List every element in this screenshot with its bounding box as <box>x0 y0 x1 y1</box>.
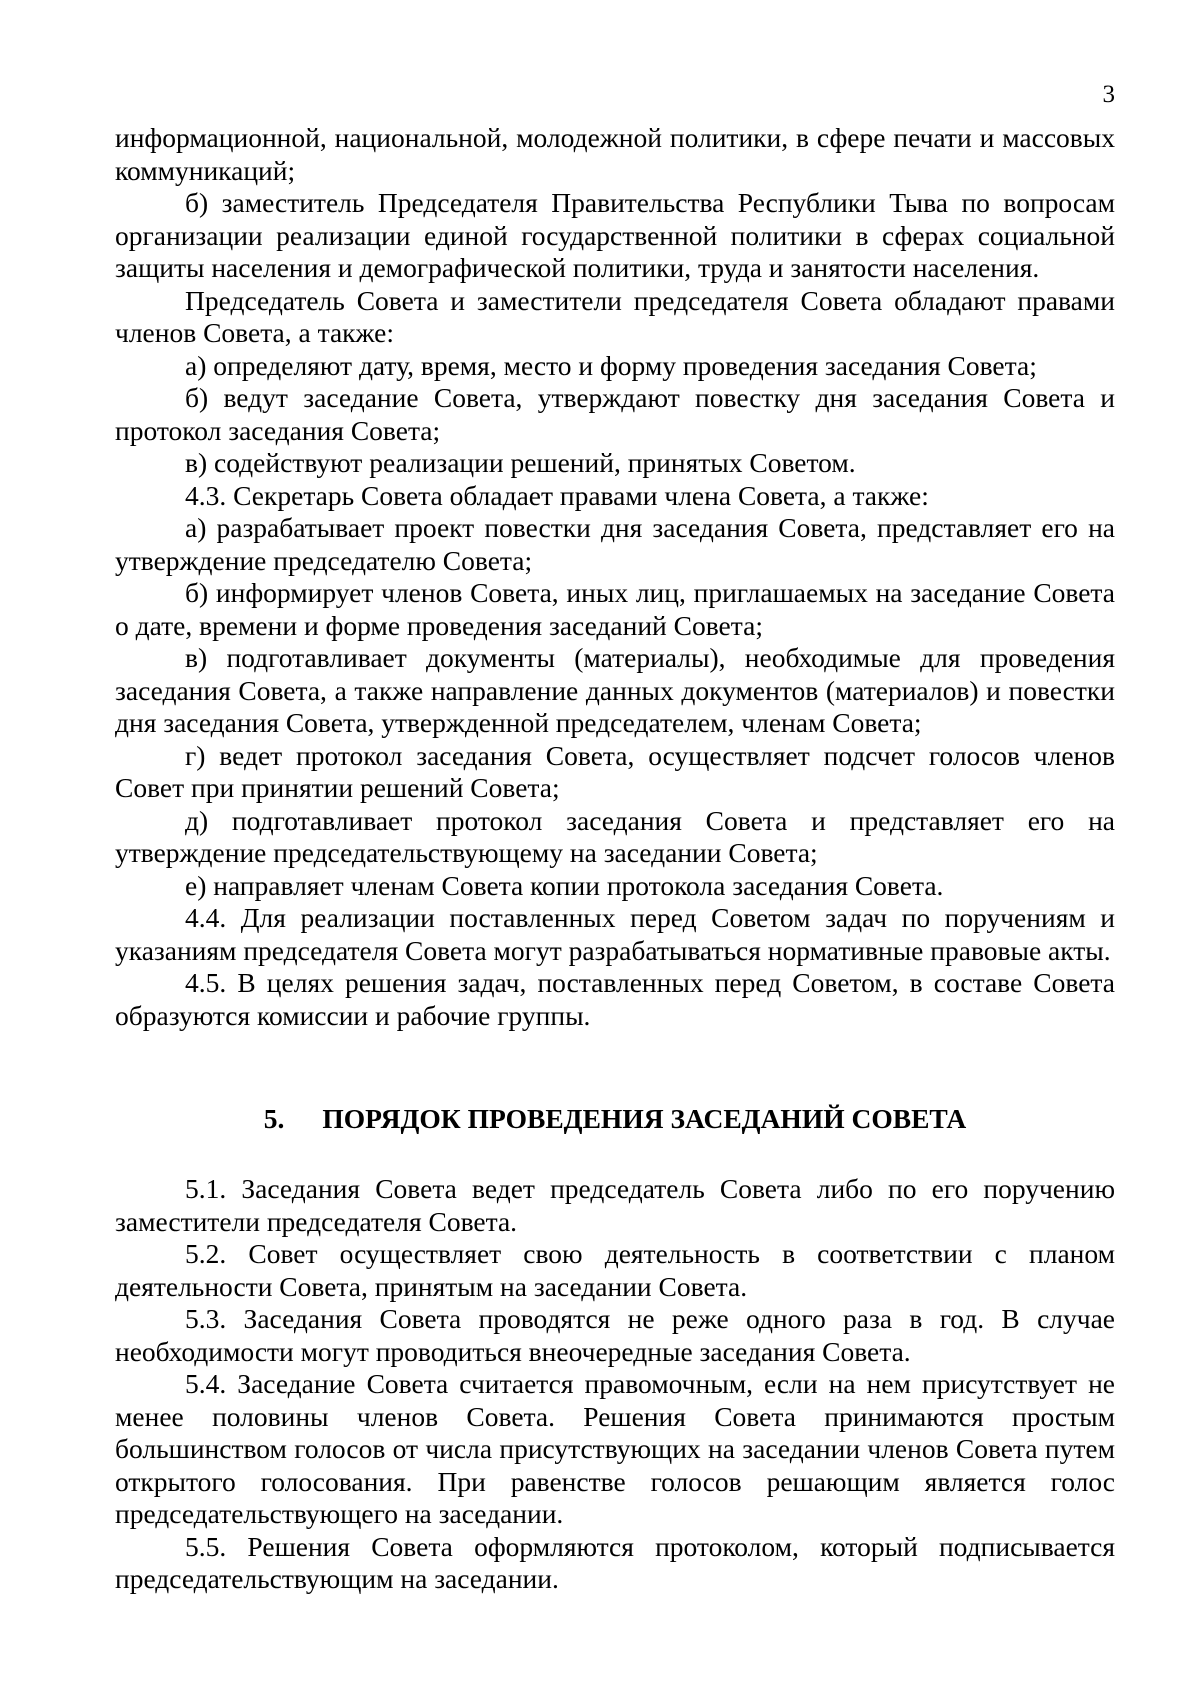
paragraph: г) ведет протокол заседания Совета, осуществляет подсчет голосов членов Совет при принятии решений Совета; <box>115 739 1115 803</box>
section-title: ПОРЯДОК ПРОВЕДЕНИЯ ЗАСЕДАНИЙ СОВЕТА <box>322 1103 967 1134</box>
paragraph: 5.4. Заседание Совета считается правомочным, если на нем присутствует не менее половины членов Совета. Решения Совета принимаются простым большинством голосов от числа присутствующих на заседании членов Совета путем открытого голосования. При равенстве голосов решающим является голос председательствующего на заседании. <box>115 1368 1115 1529</box>
section-heading <box>115 1103 1115 1135</box>
section-number: 5. <box>263 1103 285 1134</box>
paragraph: е) направляет членам Совета копии протокола заседания Совета. <box>185 869 944 901</box>
paragraph: а) определяют дату, время, место и форму проведения заседания Совета; <box>185 349 1037 381</box>
paragraph: Председатель Совета и заместители председателя Совета обладают правами членов Совета, а также: <box>115 284 1115 348</box>
page-number: 3 <box>1102 81 1115 108</box>
paragraph: б) ведут заседание Совета, утверждают повестку дня заседания Совета и протокол заседания Совета; <box>115 382 1115 446</box>
paragraph: 5.1. Заседания Совета ведет председатель Совета либо по его поручению заместители председателя Совета. <box>115 1173 1115 1237</box>
paragraph: а) разрабатывает проект повестки дня заседания Совета, представляет его на утверждение председателю Совета; <box>115 512 1115 576</box>
paragraph: 5.3. Заседания Совета проводятся не реже одного раза в год. В случае необходимости могут проводиться внеочередные заседания Совета. <box>115 1303 1115 1367</box>
paragraph: д) подготавливает протокол заседания Совета и представляет его на утверждение председательствующему на заседании Совета; <box>115 804 1115 868</box>
paragraph: 5.5. Решения Совета оформляются протоколом, который подписывается председательствующим на заседании. <box>115 1530 1115 1594</box>
paragraph: 5.2. Совет осуществляет свою деятельность в соответствии с планом деятельности Совета, принятым на заседании Совета. <box>115 1238 1115 1302</box>
paragraph: 4.3. Секретарь Совета обладает правами члена Совета, а также: <box>185 479 929 511</box>
paragraph: б) информирует членов Совета, иных лиц, приглашаемых на заседание Совета о дате, времени и форме проведения заседаний Совета; <box>115 577 1115 641</box>
paragraph: в) подготавливает документы (материалы), необходимые для проведения заседания Совета, а также направление данных документов (материалов) и повестки дня заседания Совета, утвержденной председателем, членам Совета; <box>115 642 1115 738</box>
body-text-bottom <box>115 1173 1115 1596</box>
paragraph: 4.4. Для реализации поставленных перед Советом задач по поручениям и указаниям председателя Совета могут разрабатываться нормативные правовые акты. <box>115 902 1115 966</box>
paragraph: в) содействуют реализации решений, принятых Советом. <box>185 447 856 478</box>
body-text-top <box>115 122 1115 1032</box>
paragraph: б) заместитель Председателя Правительства Республики Тыва по вопросам организации реализации единой государственной политики в сферах социальной защиты населения и демографической политики, труда и занятости населения. <box>115 187 1115 283</box>
paragraph: 4.5. В целях решения задач, поставленных перед Советом, в составе Совета образуются комиссии и рабочие группы. <box>115 967 1115 1031</box>
paragraph: информационной, национальной, молодежной политики, в сфере печати и массовых коммуникаций; <box>115 122 1115 186</box>
